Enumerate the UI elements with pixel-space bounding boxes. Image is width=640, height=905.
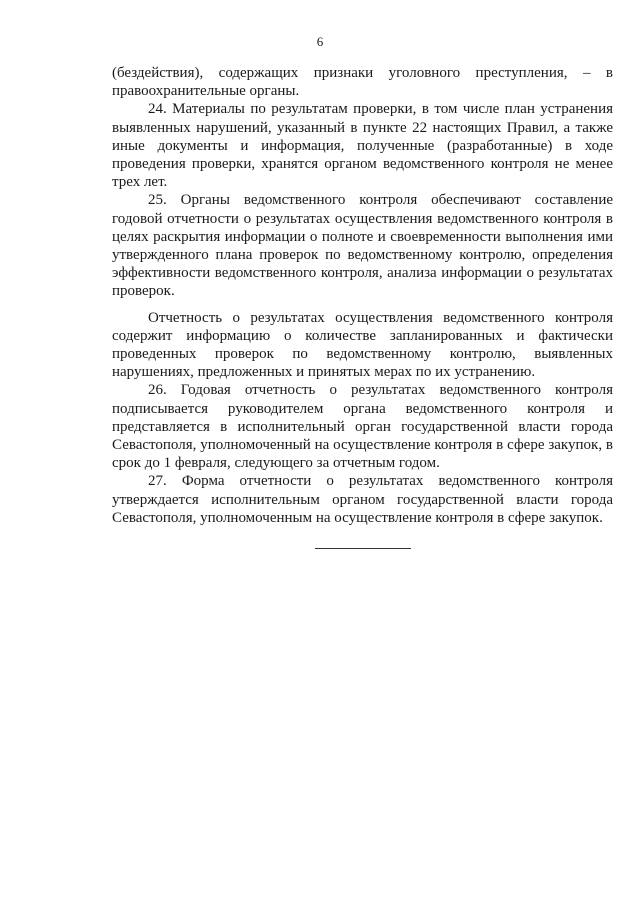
paragraph-25-reporting: Отчетность о результатах осуществления ведомственного контроля содержит информацию о количестве запланированных и фактически проведенных проверок по ведомственному контролю, выявленных нарушениях, предложенных и принятых мерах по их устранению. [112, 309, 613, 381]
paragraph-24: 24. Материалы по результатам проверки, в том числе план устранения выявленных нарушений, указанный в пункте 22 настоящих Правил, а также иные документы и информация, полученные (разработанные) в ходе проведения проверки, хранятся органом ведомственного контроля не менее трех лет. [112, 101, 613, 191]
page-number: 6 [316, 34, 324, 49]
paragraph-continuation: (бездействия), содержащих признаки уголовного преступления, – в правоохранительные органы. [112, 65, 613, 100]
document-body [112, 64, 613, 527]
paragraph-25: 25. Органы ведомственного контроля обеспечивают составление годовой отчетности о результатах осуществления ведомственного контроля в целях раскрытия информации о полноте и своевременности выполнения ими утвержденного плана проверок по ведомственному контролю, определения эффективности ведомственного контроля, анализа информации о результатах проверок. [112, 192, 613, 300]
end-of-text-divider [315, 548, 411, 549]
paragraph-26: 26. Годовая отчетность о результатах ведомственного контроля подписывается руководителем органа ведомственного контроля и представляется в исполнительный орган государственной власти города Севастополя, уполномоченный на осуществление контроля в сфере закупок, в срок до 1 февраля, следующего за отчетным годом. [112, 382, 613, 472]
paragraph-27: 27. Форма отчетности о результатах ведомственного контроля утверждается исполнительным органом государственной власти города Севастополя, уполномоченным на осуществление контроля в сфере закупок. [112, 473, 613, 526]
